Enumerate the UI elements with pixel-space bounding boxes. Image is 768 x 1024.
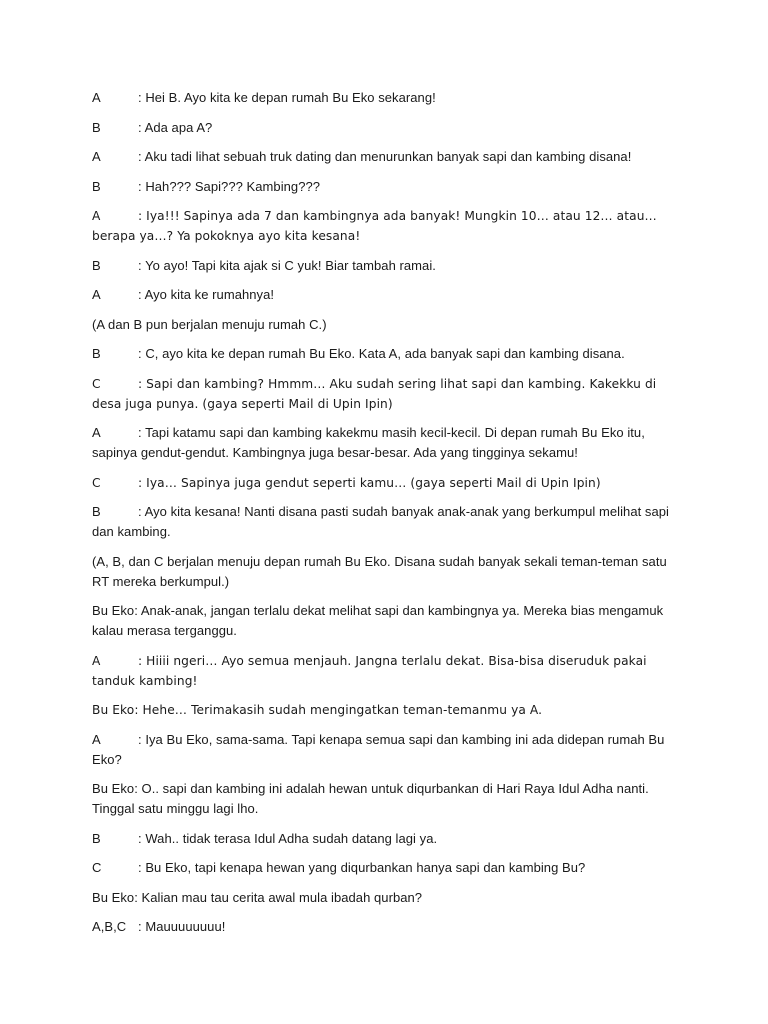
line-text: : Iya… Sapinya juga gendut seperti kamu… (gaya seperti Mail di Upin Ipin): [138, 475, 601, 490]
speaker-label: A: [92, 149, 101, 164]
narration-line: (A dan B pun berjalan menuju rumah C.): [92, 316, 327, 332]
speaker-label: A: [92, 209, 101, 223]
line-text: : Bu Eko, tapi kenapa hewan yang diqurbankan hanya sapi dan kambing Bu?: [138, 860, 586, 875]
dialogue-line: [92, 917, 682, 937]
line-text: : Hah??? Sapi??? Kambing???: [138, 178, 321, 194]
speaker-label: A: [92, 653, 101, 668]
document-page: [92, 88, 682, 947]
line-text: : Hei B. Ayo kita ke depan rumah Bu Eko sekarang!: [138, 90, 436, 105]
dialogue-line: [92, 829, 682, 849]
line-text: : Mauuuuuuuu!: [138, 919, 226, 934]
speaker-label: C: [92, 475, 101, 490]
dialogue-line: [92, 730, 682, 770]
speaker-label: A: [92, 425, 101, 440]
line-text: : C, ayo kita ke depan rumah Bu Eko. Kata A, ada banyak sapi dan kambing disana.: [138, 346, 625, 361]
dialogue-line: [92, 651, 682, 691]
speaker-label: B: [92, 504, 101, 519]
narration-line: Bu Eko: O.. sapi dan kambing ini adalah hewan untuk diqurbankan di Hari Raya Idul Adha nanti. Tinggal satu minggu lagi lho.: [92, 781, 649, 816]
dialogue-line: [92, 344, 682, 364]
speaker-label: B: [92, 257, 101, 273]
line-text: : Iya!!! Sapinya ada 7 dan kambingnya ada banyak! Mungkin 10… atau 12… atau… berapa ya…? Ya pokoknya ayo kita kesana!: [92, 209, 657, 243]
narration-line: Bu Eko: Kalian mau tau cerita awal mula ibadah qurban?: [92, 889, 423, 905]
speaker-label: A: [92, 90, 101, 105]
line-text: : Iya Bu Eko, sama-sama. Tapi kenapa semua sapi dan kambing ini ada didepan rumah Bu Eko?: [92, 731, 665, 767]
dialogue-line: [92, 147, 682, 167]
dialogue-line: [92, 177, 682, 197]
speaker-label: C: [92, 376, 101, 391]
line-text: : Ada apa A?: [138, 119, 213, 135]
dialogue-line: [92, 256, 682, 276]
dialogue-line: [92, 285, 682, 305]
line-text: : Sapi dan kambing? Hmmm… Aku sudah sering lihat sapi dan kambing. Kakekku di desa juga punya. (gaya seperti Mail di Upin Ipin): [92, 376, 657, 411]
narration-line: Bu Eko: Anak-anak, jangan terlalu dekat melihat sapi dan kambingnya ya. Mereka bias mengamuk kalau merasa terganggu.: [92, 603, 664, 638]
dialogue-line: [92, 858, 682, 878]
dialogue-line: [92, 118, 682, 138]
line-text: : Yo ayo! Tapi kita ajak si C yuk! Biar tambah ramai.: [138, 257, 436, 273]
line-text: : Tapi katamu sapi dan kambing kakekmu masih kecil-kecil. Di depan rumah Bu Eko itu, sapinya gendut-gendut. Kambingnya juga besar-besar. Ada yang tingginya sekamu!: [92, 425, 645, 460]
dialogue-line: [92, 502, 682, 542]
narration-line: (A, B, dan C berjalan menuju depan rumah Bu Eko. Disana sudah banyak sekali teman-teman satu RT mereka berkumpul.): [92, 553, 667, 589]
speaker-label: B: [92, 119, 101, 135]
line-text: : Ayo kita kesana! Nanti disana pasti sudah banyak anak-anak yang berkumpul melihat sapi dan kambing.: [92, 504, 669, 539]
line-text: : Aku tadi lihat sebuah truk dating dan menurunkan banyak sapi dan kambing disana!: [138, 149, 632, 164]
speaker-label: C: [92, 860, 102, 875]
speaker-label: B: [92, 830, 101, 846]
line-text: : Hiiii ngeri… Ayo semua menjauh. Jangna terlalu dekat. Bisa-bisa diseruduk pakai tanduk kambing!: [92, 653, 647, 688]
speaker-label: B: [92, 346, 101, 361]
dialogue-line: [92, 374, 682, 414]
speaker-label: A: [92, 731, 101, 747]
narration-line: Bu Eko: Hehe… Terimakasih sudah mengingatkan teman-temanmu ya A.: [92, 703, 543, 717]
line-text: : Wah.. tidak terasa Idul Adha sudah datang lagi ya.: [138, 830, 438, 846]
speaker-label: A,B,C: [92, 919, 127, 934]
line-text: : Ayo kita ke rumahnya!: [138, 287, 275, 302]
dialogue-line: [92, 423, 682, 463]
speaker-label: B: [92, 178, 101, 194]
speaker-label: A: [92, 287, 101, 302]
dialogue-line: [92, 473, 682, 493]
dialogue-line: [92, 88, 682, 108]
dialogue-line: [92, 206, 682, 246]
